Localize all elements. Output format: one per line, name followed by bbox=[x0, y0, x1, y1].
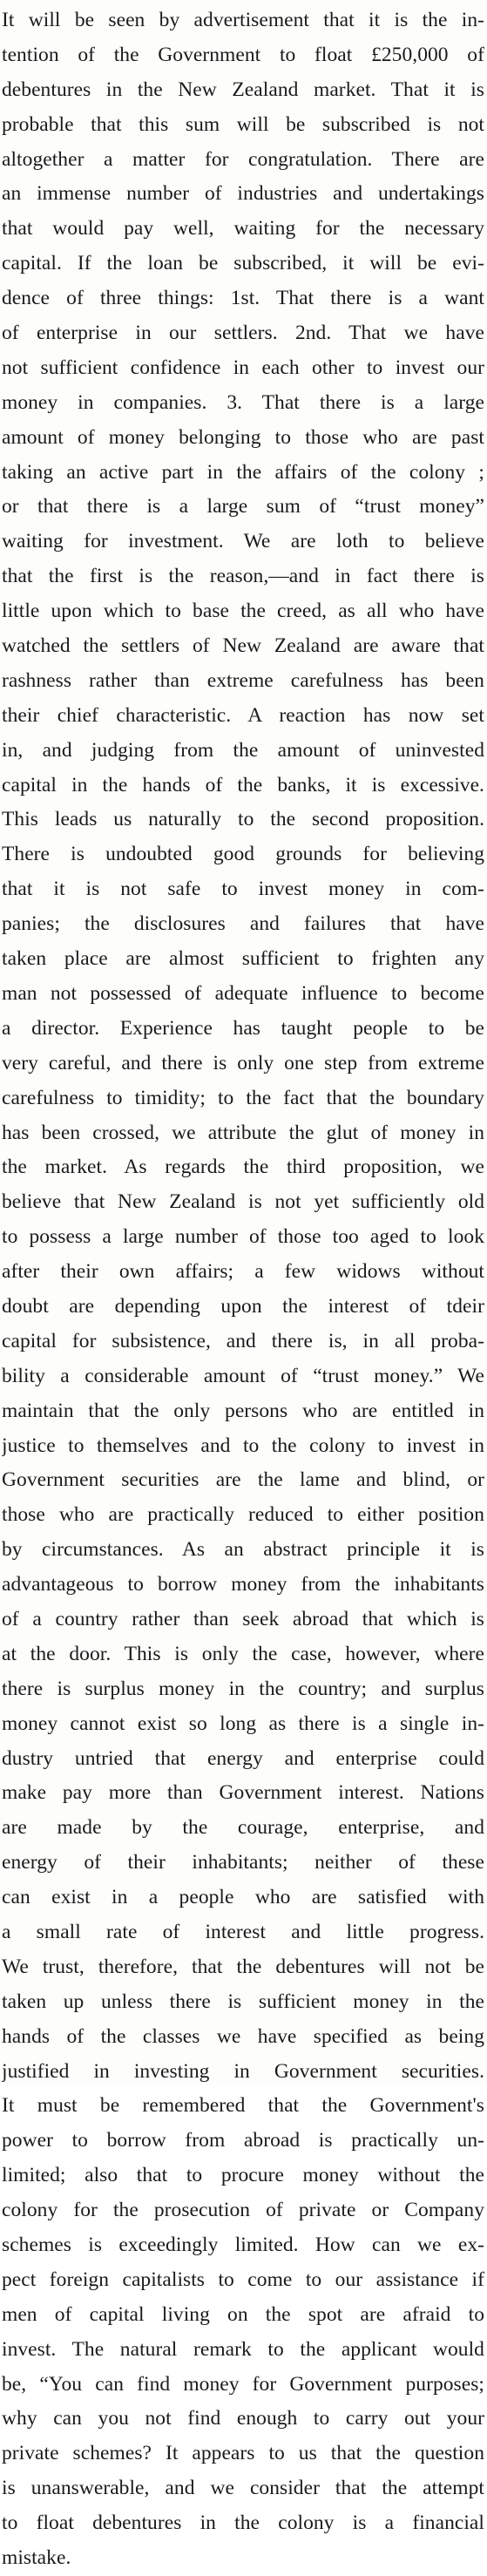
text-line: power to borrow from abroad is practically un- bbox=[2, 2129, 484, 2152]
text-line: It will be seen by advertisement that it is the in- bbox=[2, 9, 484, 31]
text-line: to float debentures in the colony is a financial bbox=[2, 2512, 484, 2535]
text-line: capital in the hands of the banks, it is excessive. bbox=[2, 773, 484, 797]
text-line: of enterprise in our settlers. 2nd. That we have bbox=[2, 322, 484, 345]
text-line: justified in investing in Government securities. bbox=[2, 2059, 484, 2083]
text-line: capital for subsistence, and there is, in all proba- bbox=[2, 1329, 484, 1352]
text-line: mistake. bbox=[2, 2546, 71, 2570]
text-line: there is surplus money in the country; and surplus bbox=[2, 1677, 484, 1700]
text-line: very careful, and there is only one step from extreme bbox=[2, 1051, 484, 1074]
text-line: It must be remembered that the Government's bbox=[2, 2094, 484, 2118]
text-line: limited; also that to procure money without the bbox=[2, 2164, 484, 2187]
text-line: debentures in the New Zealand market. That it is bbox=[2, 78, 484, 101]
text-line: colony for the prosecution of private or Company bbox=[2, 2199, 484, 2222]
text-line: after their own affairs; a few widows without bbox=[2, 1260, 484, 1284]
text-line: private schemes? It appears to us that the question bbox=[2, 2442, 484, 2465]
text-line: are made by the courage, enterprise, and bbox=[2, 1816, 484, 1840]
text-line: amount of money belonging to those who are past bbox=[2, 425, 484, 449]
text-line: is unanswerable, and we consider that the attempt bbox=[2, 2477, 484, 2500]
text-line: pect foreign capitalists to come to our assistance if bbox=[2, 2268, 484, 2291]
text-line: money cannot exist so long as there is a single in- bbox=[2, 1712, 484, 1735]
text-line: to possess a large number of those too aged to look bbox=[2, 1225, 484, 1249]
text-line: This leads us naturally to the second proposition. bbox=[2, 808, 484, 831]
text-line: money in companies. 3. That there is a large bbox=[2, 390, 484, 414]
text-line: doubt are depending upon the interest of tdeir bbox=[2, 1294, 484, 1318]
text-line: rashness rather than extreme carefulness has been bbox=[2, 668, 484, 692]
text-line: men of capital living on the spot are afraid to bbox=[2, 2302, 484, 2326]
text-line: advantageous to borrow money from the inhabitants bbox=[2, 1573, 484, 1596]
text-line: an immense number of industries and undertakings bbox=[2, 182, 484, 206]
editorial-column bbox=[2, 3, 484, 2576]
text-line: or that there is a large sum of “trust money” bbox=[2, 495, 484, 519]
text-line: dence of three things: 1st. That there is a want bbox=[2, 287, 484, 310]
text-line: dustry untried that energy and enterprise could bbox=[2, 1746, 484, 1770]
text-line: We trust, therefore, that the debentures will not be bbox=[2, 1955, 484, 1978]
text-line: carefulness to timidity; to the fact that the boundary bbox=[2, 1086, 484, 1109]
text-line: a small rate of interest and little progress. bbox=[2, 1920, 484, 1943]
text-line: panies; the disclosures and failures that have bbox=[2, 912, 484, 936]
text-line: bility a considerable amount of “trust money.” We bbox=[2, 1364, 484, 1387]
text-line: make pay more than Government interest. Nations bbox=[2, 1781, 484, 1805]
text-line: maintain that the only persons who are entitled in bbox=[2, 1399, 484, 1422]
text-line: in, and judging from the amount of uninvested bbox=[2, 738, 484, 762]
text-line: waiting for investment. We are loth to believe bbox=[2, 530, 484, 553]
text-line: There is undoubted good grounds for believing bbox=[2, 843, 484, 866]
text-line: taken place are almost sufficient to frighten any bbox=[2, 947, 484, 971]
text-line: probable that this sum will be subscribed is not bbox=[2, 112, 484, 136]
text-line: at the door. This is only the case, however, where bbox=[2, 1642, 484, 1665]
text-line: be, “You can find money for Government purposes; bbox=[2, 2372, 484, 2396]
text-line: their chief characteristic. A reaction has now set bbox=[2, 703, 484, 727]
text-line: tention of the Government to float £250,000 of bbox=[2, 43, 484, 66]
text-line: by circumstances. As an abstract principle it is bbox=[2, 1538, 484, 1562]
text-line: watched the settlers of New Zealand are aware that bbox=[2, 634, 484, 658]
text-line: has been crossed, we attribute the glut of money in bbox=[2, 1121, 484, 1144]
text-line: that would pay well, waiting for the necessary bbox=[2, 217, 484, 241]
text-line: little upon which to base the creed, as all who have bbox=[2, 600, 484, 623]
text-line: can exist in a people who are satisfied with bbox=[2, 1886, 484, 1909]
text-line: schemes is exceedingly limited. How can we ex- bbox=[2, 2234, 484, 2256]
text-line: invest. The natural remark to the applicant would bbox=[2, 2337, 484, 2361]
text-line: believe that New Zealand is not yet sufficiently old bbox=[2, 1190, 484, 1214]
text-line: of a country rather than seek abroad that which is bbox=[2, 1607, 484, 1630]
text-line: man not possessed of adequate influence to become bbox=[2, 981, 484, 1005]
text-line: capital. If the loan be subscribed, it will be evi- bbox=[2, 252, 484, 275]
text-line: not sufficient confidence in each other to invest our bbox=[2, 356, 484, 379]
text-line: a director. Experience has taught people to be bbox=[2, 1016, 484, 1040]
text-line: energy of their inhabitants; neither of these bbox=[2, 1851, 484, 1874]
text-line: taken up unless there is sufficient money in the bbox=[2, 1990, 484, 2013]
text-line: the market. As regards the third proposition, we bbox=[2, 1156, 484, 1179]
text-line: Government securities are the lame and blind, or bbox=[2, 1468, 484, 1492]
text-line: altogether a matter for congratulation. There are bbox=[2, 147, 484, 171]
text-line: hands of the classes we have specified as being bbox=[2, 2024, 484, 2048]
text-line: justice to themselves and to the colony to invest in bbox=[2, 1434, 484, 1457]
text-line: that the first is the reason,—and in fact there is bbox=[2, 565, 484, 588]
text-line: that it is not safe to invest money in com- bbox=[2, 878, 484, 901]
text-line: those who are practically reduced to either position bbox=[2, 1503, 484, 1527]
text-line: why can you not find enough to carry out your bbox=[2, 2407, 484, 2430]
text-line: taking an active part in the affairs of the colony ; bbox=[2, 460, 484, 484]
